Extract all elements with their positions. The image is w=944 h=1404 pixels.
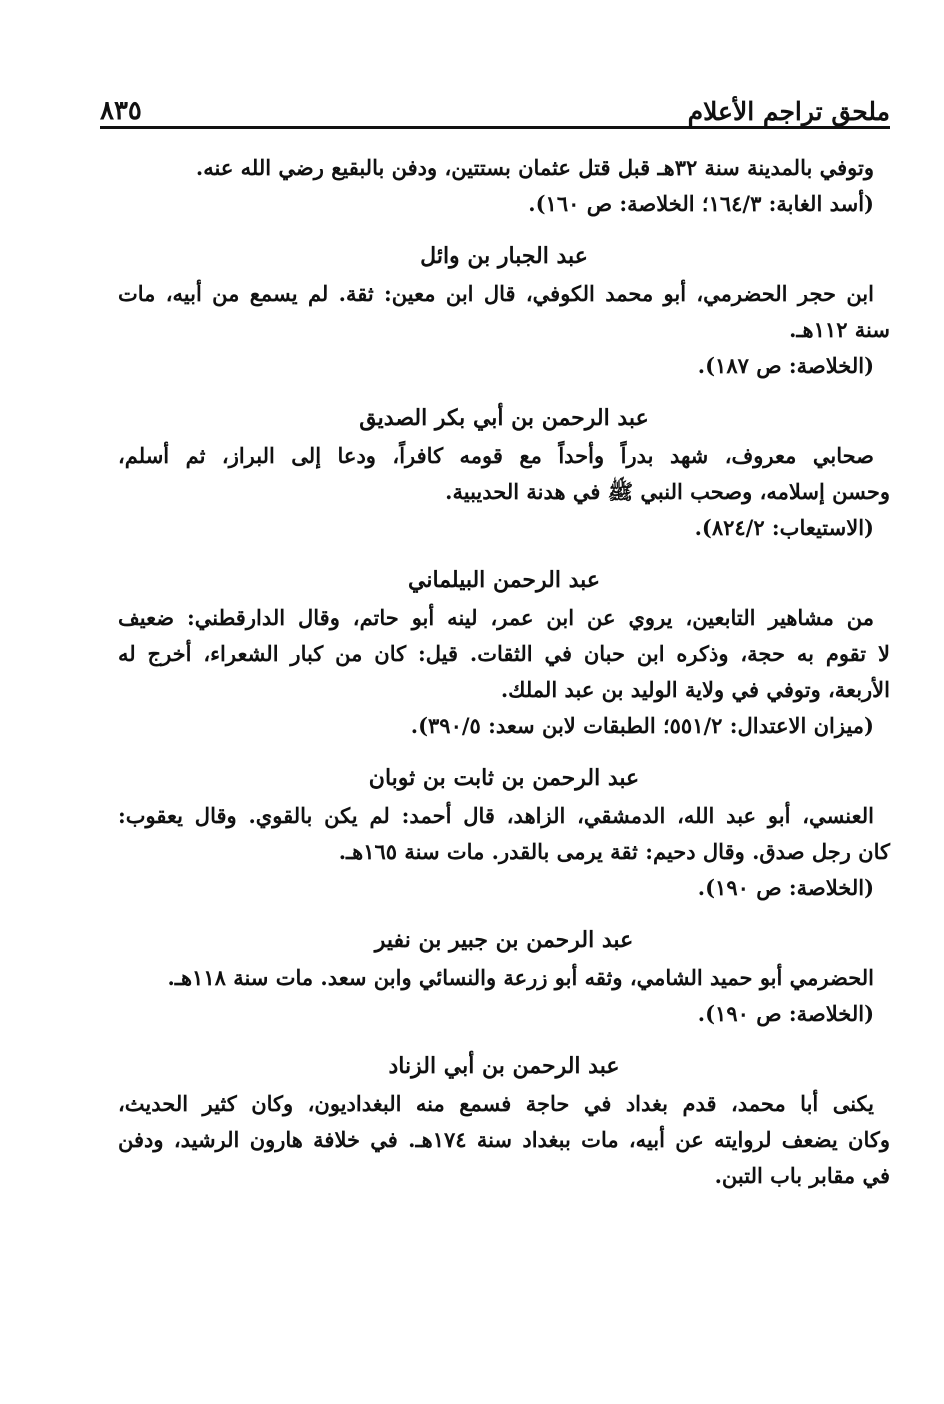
body-line: ابن حجر الحضرمي، أبو محمد الكوفي، قال ابن معين: ثقة. لم يسمع من أبيه، مات [118, 281, 874, 306]
entry-heading: عبد الرحمن بن ثابت بن ثوبان [368, 765, 640, 791]
citation-line: (الخلاصة: ص ١٨٧). [697, 353, 874, 378]
biography-entry [118, 758, 890, 906]
entry-heading: عبد الجبار بن وائل [420, 243, 588, 269]
page-number: ٨٣٥ [100, 96, 142, 126]
body-line: وكان يضعف لروايته عن أبيه، مات ببغداد سنة ١٧٤هـ. في خلافة هارون الرشيد، ودفن [118, 1127, 890, 1152]
body-line: وحسن إسلامه، وصحب النبي ﷺ في هدنة الحديبية. [445, 479, 890, 504]
citation-line: (أسد الغابة: ١٦٤/٣؛ الخلاصة: ص ١٦٠). [528, 191, 874, 216]
header-rule [100, 126, 890, 129]
entry-heading: عبد الرحمن البيلماني [408, 567, 600, 593]
page-header [100, 82, 890, 126]
entry-heading: عبد الرحمن بن أبي الزناد [388, 1053, 620, 1079]
body-line: يكنى أبا محمد، قدم بغداد في حاجة فسمع منه البغداديون، وكان كثير الحديث، [118, 1091, 874, 1116]
citation-line: (ميزان الاعتدال: ٥٥١/٢؛ الطبقات لابن سعد: ٣٩٠/٥). [410, 713, 874, 738]
body-line: في مقابر باب التبن. [714, 1163, 890, 1188]
body-line: سنة ١١٢هـ. [789, 317, 890, 342]
body-line: من مشاهير التابعين، يروي عن ابن عمر، لينه أبو حاتم، وقال الدارقطني: ضعيف [118, 605, 874, 630]
biography-entry [118, 236, 890, 384]
body-line: الأربعة، وتوفي في ولاية الوليد بن عبد الملك. [500, 677, 890, 702]
entry-heading: عبد الرحمن بن أبي بكر الصديق [359, 405, 649, 431]
running-title: ملحق تراجم الأعلام [687, 97, 890, 126]
body-line: الحضرمي أبو حميد الشامي، وثقه أبو زرعة والنسائي وابن سعد. مات سنة ١١٨هـ. [167, 965, 874, 990]
entry-continuation [118, 150, 890, 222]
body-line: صحابي معروف، شهد بدراً وأحداً مع قومه كافراً، ودعا إلى البراز، ثم أسلم، [118, 443, 874, 468]
body-line: لا تقوم به حجة، وذكره ابن حبان في الثقات. قيل: كان من كبار الشعراء، أخرج له [118, 641, 890, 666]
citation-line: (الخلاصة: ص ١٩٠). [697, 1001, 874, 1026]
citation-line: (الاستيعاب: ٨٢٤/٢). [694, 515, 874, 540]
body-line: وتوفي بالمدينة سنة ٣٢هـ قبل قتل عثمان بستتين، ودفن بالبقيع رضي الله عنه. [195, 155, 874, 180]
biography-entry [118, 1046, 890, 1194]
body-line: العنسي، أبو عبد الله، الدمشقي، الزاهد، قال أحمد: لم يكن بالقوي. وقال يعقوب: [118, 803, 874, 828]
page-body [118, 150, 890, 1194]
biography-entry [118, 398, 890, 546]
entry-heading: عبد الرحمن بن جبير بن نفير [374, 927, 634, 953]
biography-entry [118, 560, 890, 744]
body-line: كان رجل صدق. وقال دحيم: ثقة يرمى بالقدر. مات سنة ١٦٥هـ. [338, 839, 890, 864]
biography-entry [118, 920, 890, 1032]
citation-line: (الخلاصة: ص ١٩٠). [697, 875, 874, 900]
